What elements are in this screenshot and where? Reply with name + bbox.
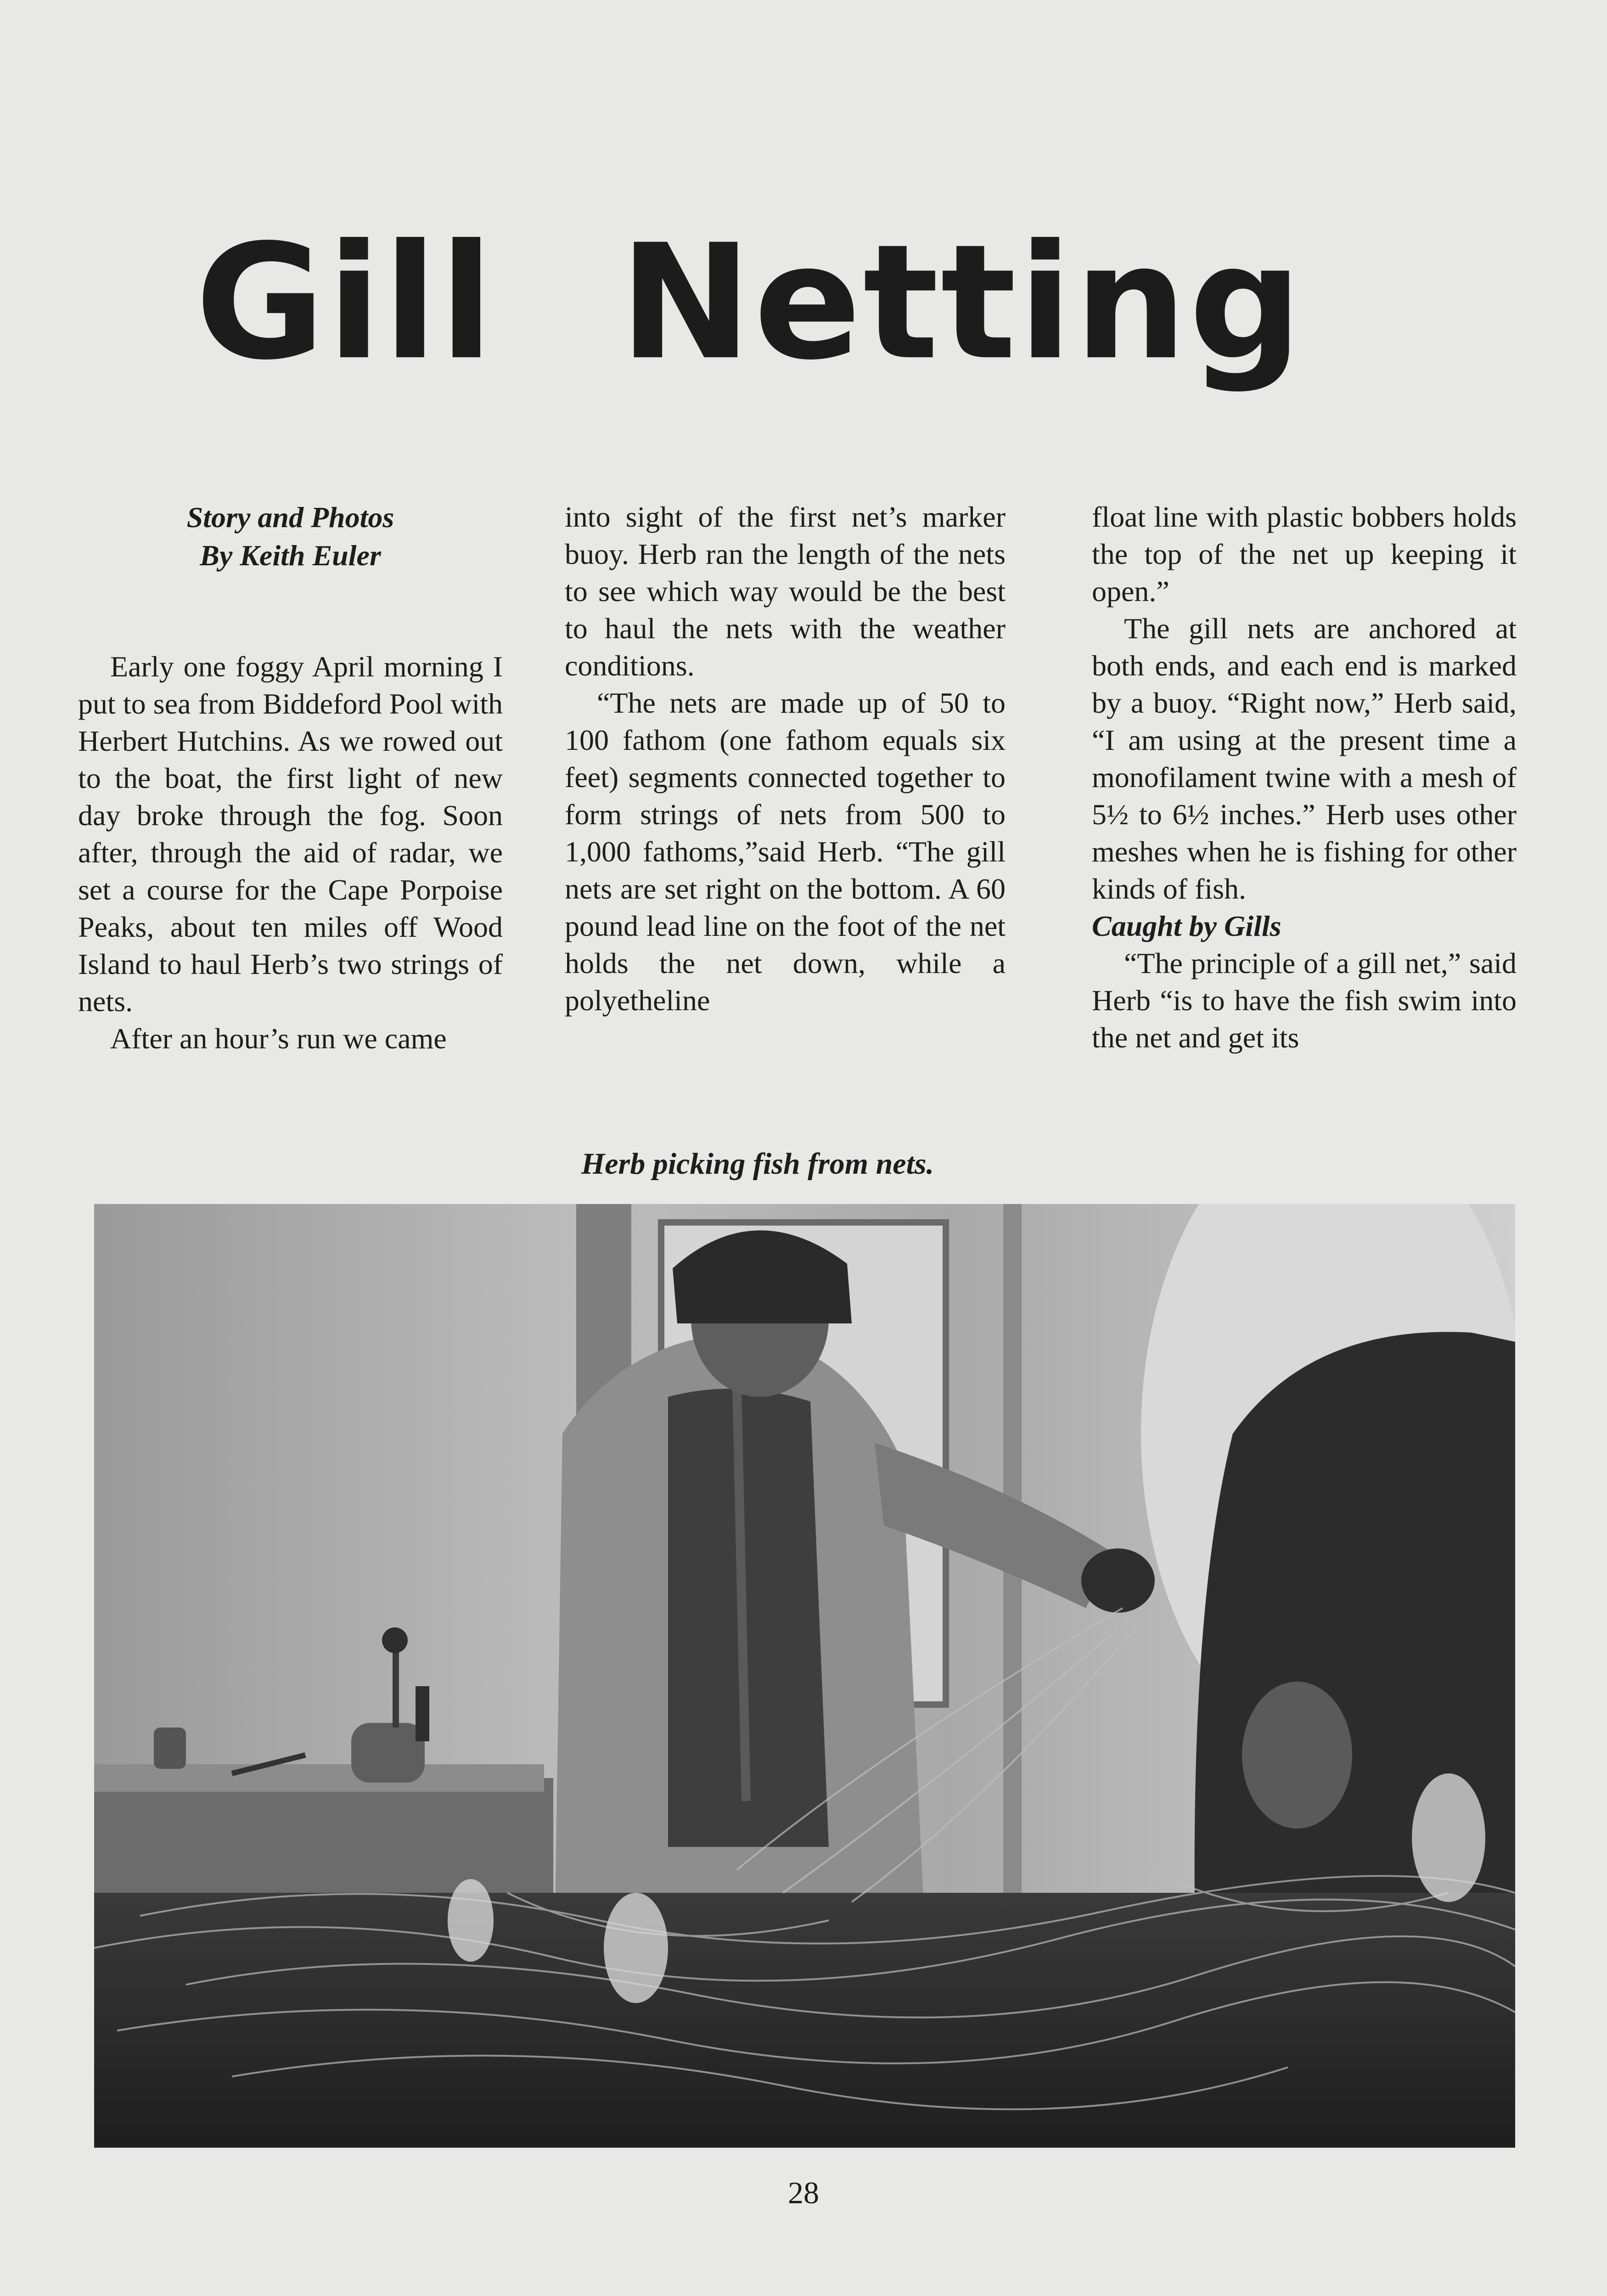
photo-herb-picking-fish [94,1204,1515,2148]
text-column-2 [565,498,1006,1019]
text-column-3 [1092,498,1517,1056]
paragraph: float line with plastic bobbers holds the top of the net up keeping it open.” [1092,501,1517,608]
paragraph: After an hour’s run we came [110,1022,447,1055]
page-number: 28 [788,2175,819,2210]
title-word-netting: Netting [619,211,1304,395]
title-word-gill: Gill [195,211,495,395]
paragraph: “The principle of a gill net,” said Herb “is to have the fish swim into the net and get its [1092,947,1517,1054]
paragraph: “The nets are made up of 50 to 100 fathom (one fathom equals six feet) segments connected together to form strings of nets from 500 to 1,000 fathoms,”said Herb. “The gill nets are set right on the bottom. A 60 pound lead line on the foot of the net holds the net down, while a polyetheline [565,687,1006,1017]
photo-illustration [94,1204,1515,2148]
subheading: Caught by Gills [1092,910,1281,942]
photo-caption: Herb picking fish from nets. [581,1147,934,1181]
text-column-1 [78,498,503,1057]
paragraph: The gill nets are anchored at both ends, and each end is marked by a buoy. “Right now,” Herb said, “I am using at the present time a monofilament twine with a mesh of 5½ to 6½ inches.” Herb uses other meshes when he is fishing for other kinds of fish. [1092,612,1517,905]
byline [78,498,503,574]
byline-author: By Keith Euler [200,539,381,572]
article-title [195,197,1389,409]
paragraph: into sight of the first net’s marker buoy. Herb ran the length of the nets to see which way would be the best to haul the nets with the weather conditions. [565,501,1006,682]
paragraph: Early one foggy April morning I put to sea from Biddeford Pool with Herbert Hutchins. As we rowed out to the boat, the first light of new day broke through the fog. Soon after, through the aid of radar, we set a course for the Cape Porpoise Peaks, about ten miles off Wood Island to haul Herb’s two strings of nets. [78,650,503,1018]
byline-credit: Story and Photos [186,501,394,534]
